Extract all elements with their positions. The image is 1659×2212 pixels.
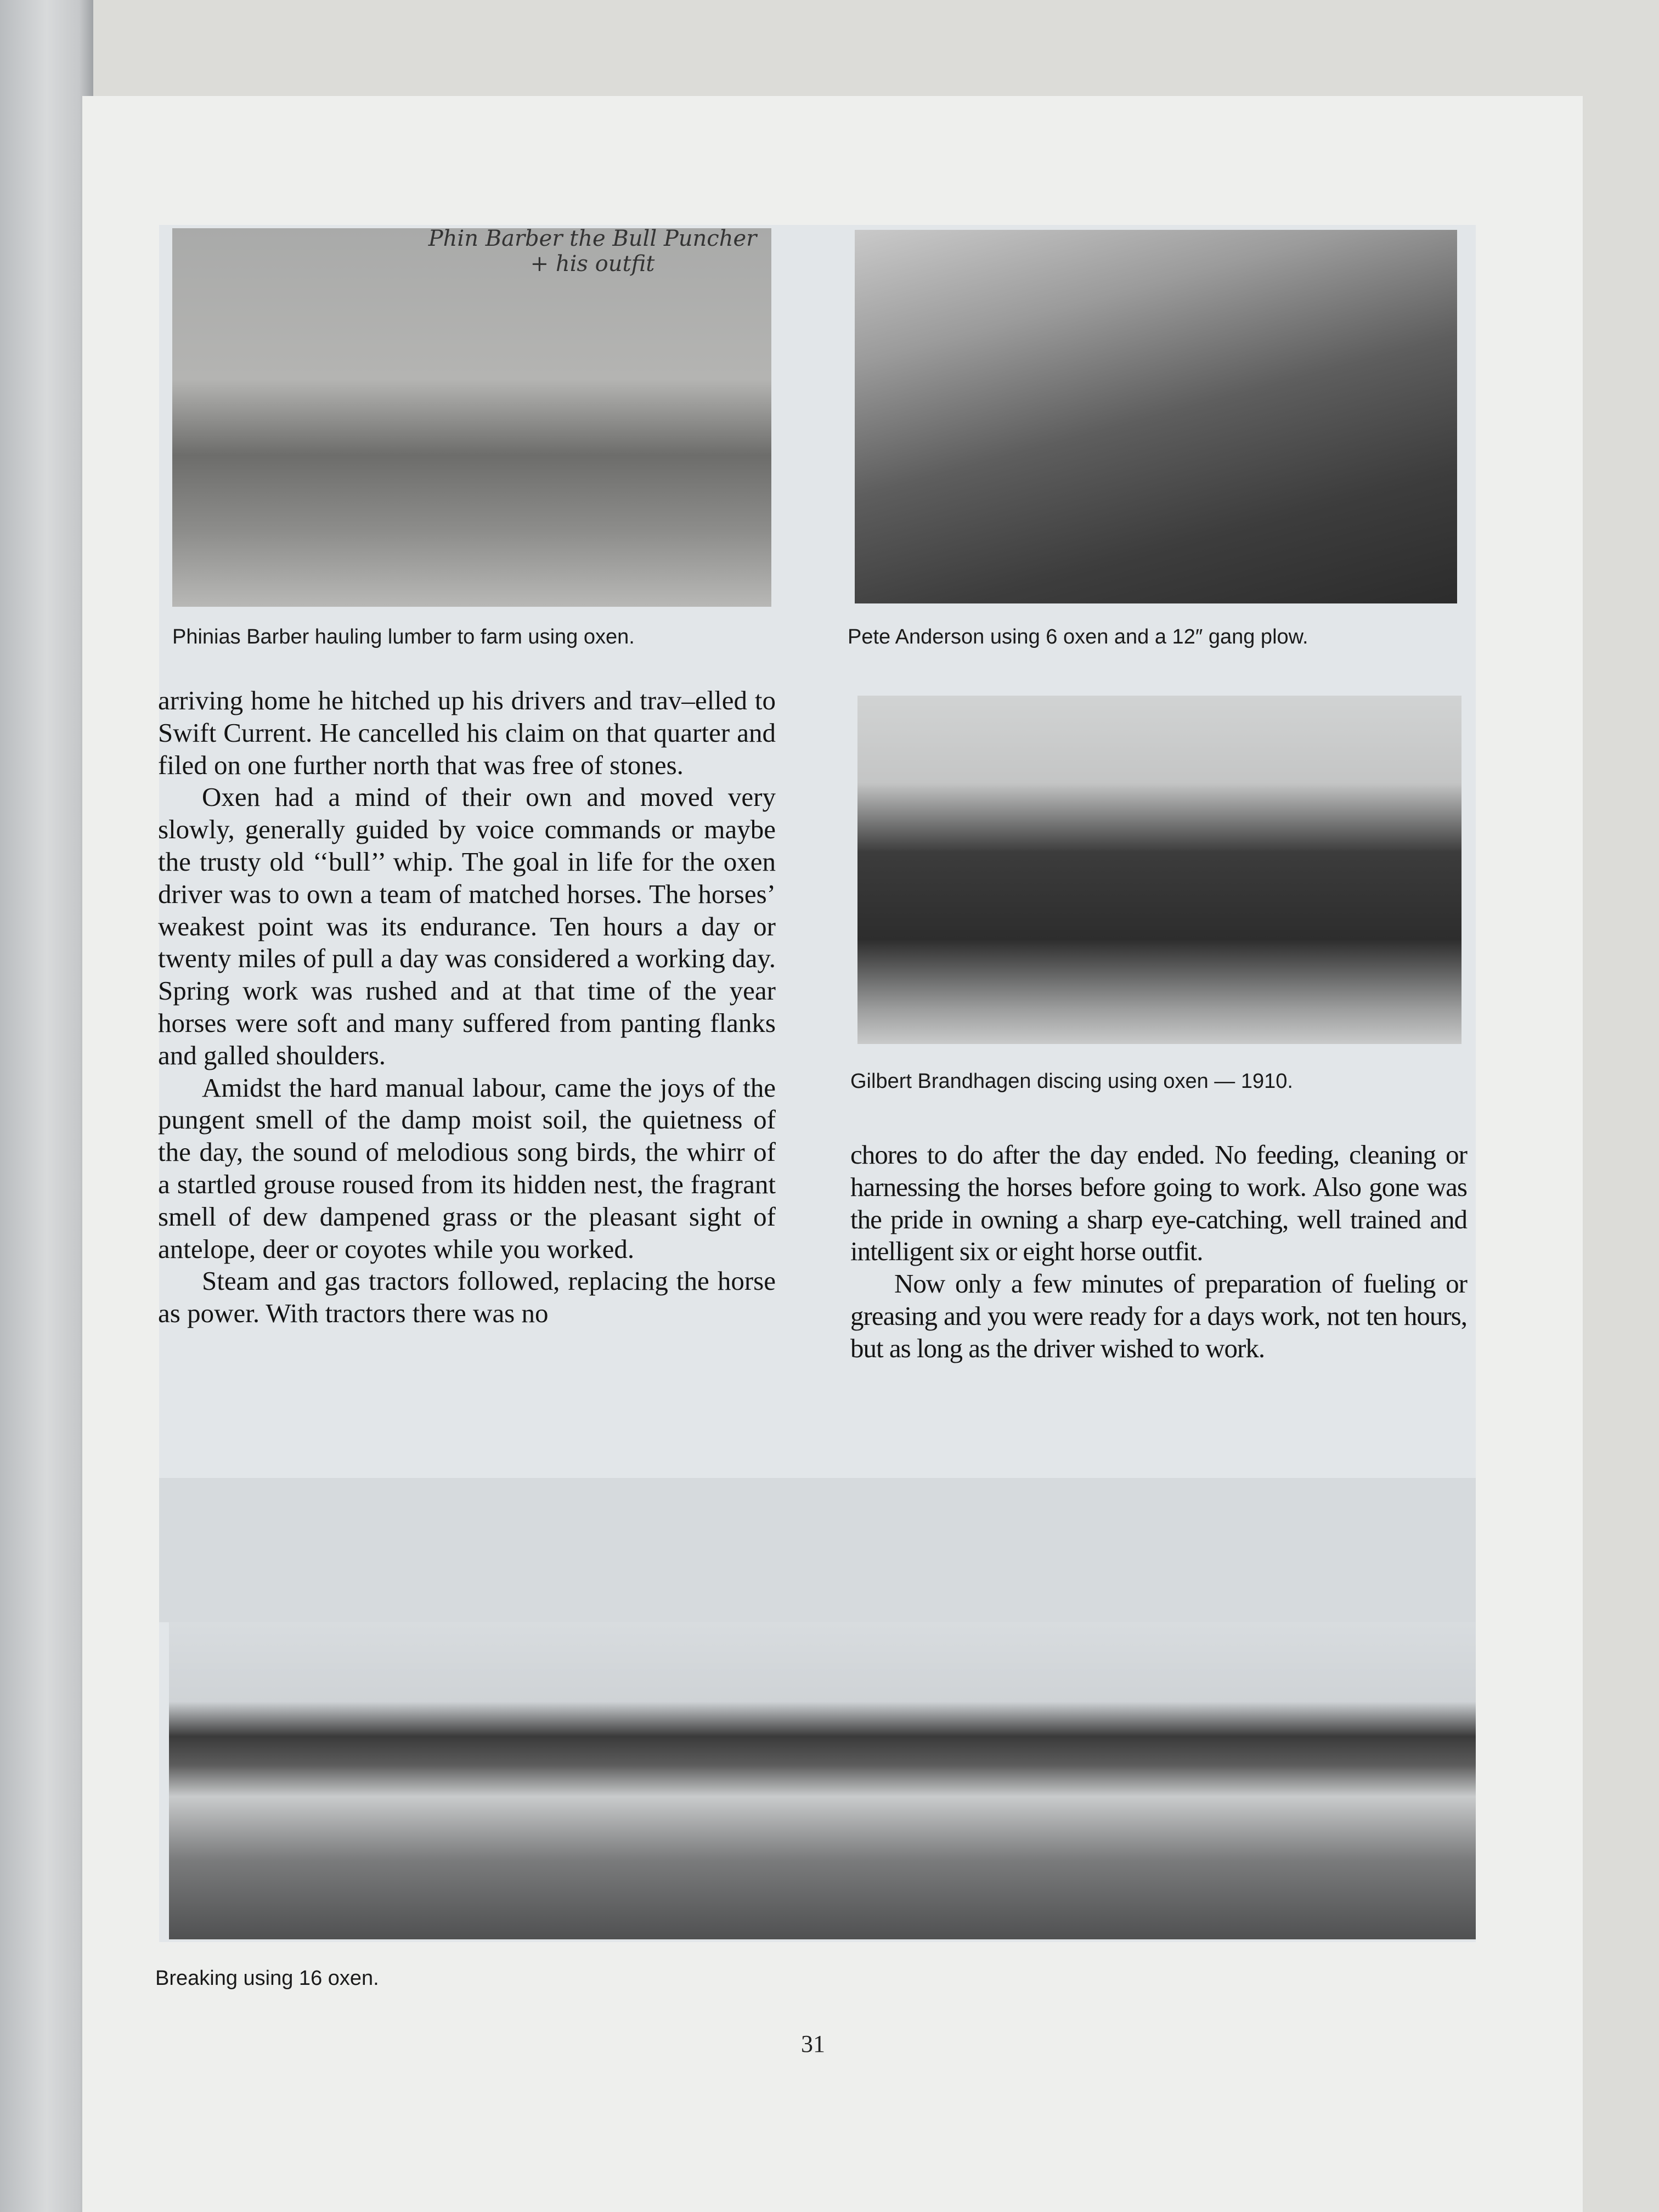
photo-caption: Phinias Barber hauling lumber to farm using oxen. xyxy=(172,625,635,648)
photo-breaking-16-oxen xyxy=(169,1622,1476,1939)
left-text-column xyxy=(158,685,776,1330)
paragraph: Amidst the hard manual labour, came the joys of the pungent smell of the damp moist soil, the quietness of the day, the sound of melodious song birds, the whirr of a startled grouse roused from its hidden nest, the fragrant smell of dew dampened grass or the pleasant sight of antelope, deer or coyotes while you worked. xyxy=(158,1072,776,1264)
book-spine xyxy=(0,0,93,2212)
paragraph: Steam and gas tractors followed, replacing the horse as power. With tractors there was no xyxy=(158,1266,776,1329)
page-number: 31 xyxy=(801,2030,825,2057)
bleed-through-panel xyxy=(159,1478,1476,1622)
handwritten-annotation: Phin Barber the Bull Puncher + his outfit xyxy=(428,226,757,276)
photo-caption: Breaking using 16 oxen. xyxy=(155,1967,379,1990)
photo-gang-plow xyxy=(855,230,1457,603)
paragraph: Oxen had a mind of their own and moved very slowly, generally guided by voice commands or maybe the trusty old ‘‘bull’’ whip. The goal in life for the oxen driver was to own a team of matched horses. The horses’ weakest point was its endurance. Ten hours a day or twenty miles of pull a day was considered a working day. Spring work was rushed and at that time of the year horses were soft and many suffered from panting flanks and galled shoulders. xyxy=(158,782,776,1070)
photo-discing xyxy=(857,696,1462,1044)
right-text-column xyxy=(850,1139,1467,1365)
paragraph: chores to do after the day ended. No feeding, cleaning or harnessing the horses before going to work. Also gone was the pride in owning a sharp eye-catching, well trained and intelligent six or eight horse outfit. xyxy=(850,1139,1467,1267)
photo-caption: Pete Anderson using 6 oxen and a 12″ gang plow. xyxy=(848,625,1308,648)
paragraph: Now only a few minutes of preparation of fueling or greasing and you were ready for a days work, not ten hours, but as long as the driver wished to work. xyxy=(850,1268,1467,1363)
photo-caption: Gilbert Brandhagen discing using oxen — 1910. xyxy=(850,1070,1293,1093)
photo-lumber-hauling xyxy=(172,228,771,607)
paragraph: arriving home he hitched up his drivers and trav–elled to Swift Current. He cancelled his claim on that quarter and filed on one further north that was free of stones. xyxy=(158,685,776,780)
